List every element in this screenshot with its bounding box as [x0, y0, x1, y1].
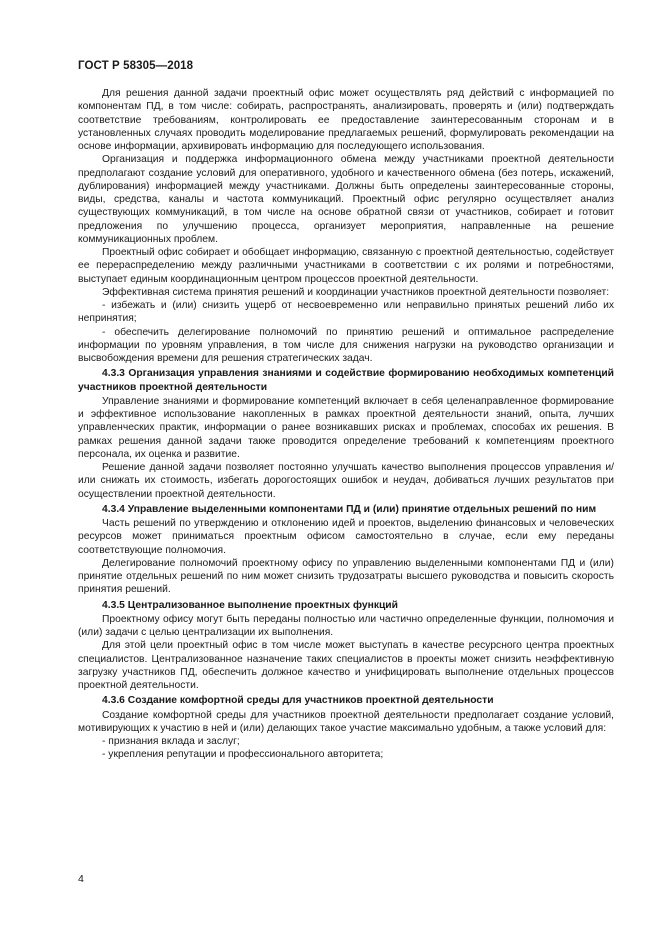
paragraph: Организация и поддержка информационного обмена между участниками проектной деятельности предполагают создание условий для оперативного, удобного и качественного обмена (без потерь, искажений, дублирования) информацией между участниками. Должны быть определены заинтересованные стороны, виды, средства, каналы и частота коммуникаций. Проектный офис регулярно осуществляет анализ существующих коммуникаций, в том числе на основе обратной связи от участников, собирает и готовит предложения по улучшению процесса, организует мероприятия, направленные на решение коммуникационных проблем.: [78, 154, 614, 245]
paragraph: Для этой цели проектный офис в том числе может выступать в качестве ресурсного центра проектных специалистов. Централизованное назначение таких специалистов в проекты может снизить неэффективную загрузку участников ПД, обеспечить должное качество и унифицировать выполнение отдельных процессов проектной деятельности.: [78, 640, 614, 691]
list-item: - признания вклада и заслуг;: [102, 736, 240, 747]
paragraph: Проектный офис собирает и обобщает информацию, связанную с проектной деятельностью, содействует ее перераспределению между различными участниками в соответствии с их ролями и потребностями, выступает единым координационным центром процессов проектной деятельности.: [78, 247, 614, 285]
paragraph: Для решения данной задачи проектный офис может осуществлять ряд действий с информацией по компонентам ПД, в том числе: собирать, распространять, анализировать, проверять и (или) подтверждать соответствие требованиям, контролировать ее предоставление заинтересованным сторонам и в установленных случаях проводить моделирование предлагаемых решений, формулировать рекомендации на основе информации, архивировать информацию для последующего использования.: [78, 88, 614, 152]
paragraph: Решение данной задачи позволяет постоянно улучшать качество выполнения процессов управления и/или снижать их стоимость, избегать дорогостоящих ошибок и неудач, добиваться лучших результатов при осуществлении проектной деятельности.: [78, 462, 614, 500]
paragraph: Создание комфортной среды для участников проектной деятельности предполагает создание условий, мотивирующих к участию в ней и (или) делающих такое участие максимально удобным, а также условий для:: [78, 709, 614, 734]
section-heading-4-3-4: 4.3.4 Управление выделенными компонентами ПД и (или) принятие отдельных решений по ним: [102, 503, 597, 515]
paragraph: Часть решений по утверждению и отклонению идей и проектов, выделению финансовых и человеческих ресурсов может приниматься проектным офисом самостоятельно в случае, если ему переданы соответствующие полномочия.: [78, 518, 614, 556]
paragraph: Проектному офису могут быть переданы полностью или частично определенные функции, полномочия и (или) задачи с целью централизации их выполнения.: [78, 613, 614, 638]
paragraph: Управление знаниями и формирование компетенций включает в себя целенаправленное формирование и эффективное использование накопленных в рамках проектной деятельности знаний, опыта, лучших управленческих практик, информации о ранее возникавших рисках и проблемах, способах их решения. В рамках решения данной задачи также проводится определение требований к компетенциям проектного персонала, их оценка и развитие.: [78, 395, 614, 460]
paragraph: Делегирование полномочий проектному офису по управлению выделенными компонентами ПД и (или) принятие отдельных решений по ним может снизить трудозатраты высшего руководства и повысить скорость принятия решений.: [78, 557, 614, 596]
section-heading-4-3-6: 4.3.6 Создание комфортной среды для участников проектной деятельности: [102, 695, 494, 707]
document-body: [78, 87, 614, 762]
list-item: - избежать и (или) снизить ущерб от несвоевременно или неправильно принятых решений либо их непринятия;: [78, 300, 614, 325]
section-heading-4-3-5: 4.3.5 Централизованное выполнение проектных функций: [102, 599, 398, 611]
section-heading-4-3-3: 4.3.3 Организация управления знаниями и содействие формированию необходимых компетенций участников проектной деятельности: [78, 368, 614, 393]
document-header: ГОСТ Р 58305—2018: [78, 60, 194, 72]
page-number: 4: [78, 873, 84, 885]
list-item: - обеспечить делегирование полномочий по принятию решений и оптимальное распределение информации по уровням управления, в том числе для снижения нагрузки на руководство организации и высвобождения времени для решения стратегических задач.: [78, 326, 614, 364]
list-item: - укрепления репутации и профессионального авторитета;: [102, 749, 384, 761]
paragraph: Эффективная система принятия решений и координации участников проектной деятельности позволяет:: [102, 286, 610, 298]
